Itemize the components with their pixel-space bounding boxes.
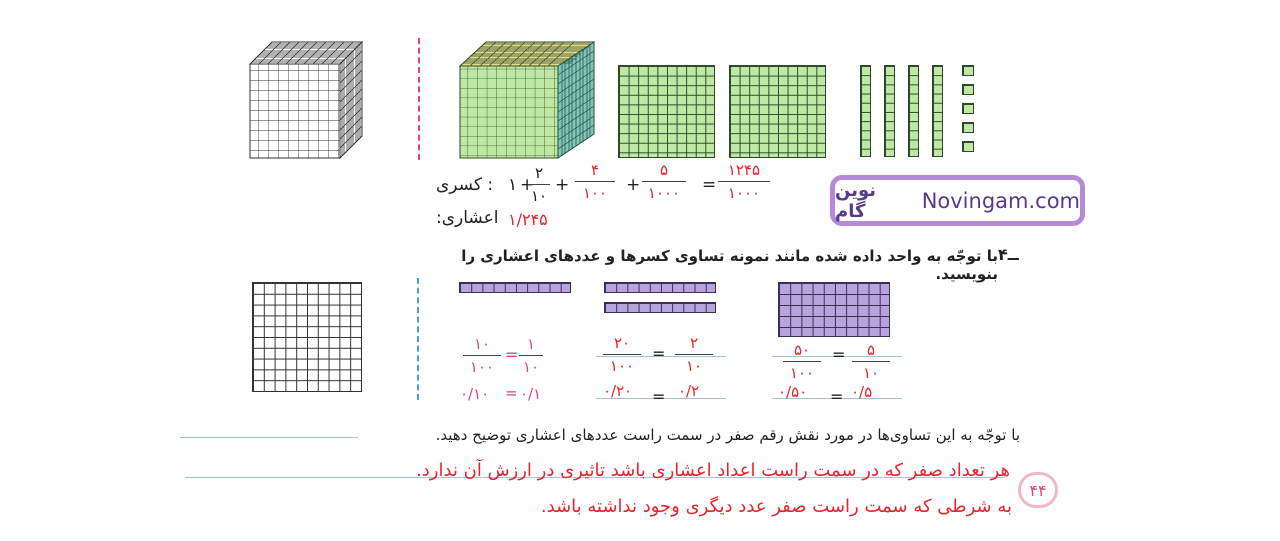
ex-a-equals-2: =: [505, 384, 518, 402]
ex-b-frac-20-100: ۲۰ ۱۰۰: [603, 333, 641, 376]
logo-text-fa: نوین گام: [835, 179, 877, 222]
ex-a-frac-10-100: ۱۰ ۱۰۰: [463, 334, 501, 377]
green-rods: [860, 65, 950, 157]
frac-2-10: ۲ ۱۰: [528, 163, 550, 206]
ex-b-decimal-1: ۰/۲۰: [603, 382, 633, 400]
plus-sign: +: [520, 175, 535, 195]
divider-line-top: [418, 38, 420, 160]
ex-b-equals-2: =: [652, 387, 666, 406]
ex-b-decimal-2: ۰/۲: [678, 382, 700, 400]
kasri-label: : کسری: [436, 175, 494, 195]
green-flat-2: [729, 65, 826, 158]
ex-b-equals: =: [652, 344, 666, 363]
frac-4-100: ۴ ۱۰۰: [575, 160, 615, 203]
whole-number: ۱: [508, 175, 518, 195]
page-number-badge: [1018, 472, 1058, 508]
ex-c-decimal-2: ۰/۵: [851, 383, 873, 401]
ex-a-decimal-2: ۰/۱: [520, 385, 542, 403]
ex-c-equals: =: [832, 345, 846, 364]
page-number: ۴۴: [1029, 480, 1047, 500]
plus-sign: +: [555, 175, 570, 195]
ashari-value: ۱/۲۴۵: [508, 210, 548, 229]
unit-grid-10x10: [252, 282, 362, 392]
plus-sign: +: [626, 175, 641, 195]
green-units: [962, 65, 976, 155]
purple-strip-2a: [604, 282, 716, 293]
equals-sign: =: [702, 175, 717, 195]
ex-a-frac-1-10: ۱ ۱۰: [519, 334, 543, 377]
unit-cube-wireframe: [248, 40, 363, 160]
ashari-label: :اعشاری: [436, 208, 499, 228]
ex-b-frac-2-10: ۲ ۱۰: [675, 333, 713, 376]
question-4-text: با توجّه به واحد داده شده مانند نمونه تساوی کسرها و عددهای اعشاری را بنویسید.: [461, 247, 998, 283]
ex-c-frac-5-10: ۵ ۱۰: [852, 340, 890, 383]
purple-strip-2b: [604, 302, 716, 313]
green-cube: [458, 40, 598, 160]
divider-line-bottom: [417, 278, 419, 400]
prompt-text: با توجّه به این تساوی‌ها در مورد نقش رقم صفر در سمت راست عددهای اعشاری توضیح دهید.: [435, 426, 1020, 444]
ex-a-equals: =: [505, 345, 519, 364]
ex-a-decimal-1: ۰/۱۰: [460, 385, 490, 403]
logo-text-en: Novingam.com: [921, 188, 1080, 213]
purple-strip-1: [459, 282, 571, 293]
novingam-logo: [830, 175, 1085, 226]
answer-line-2: به شرطی که سمت راست صفر عدد دیگری وجود نداشته باشد.: [540, 496, 1012, 517]
answer-line-1: هر تعداد صفر که در سمت راست اعداد اعشاری باشد تاثیری در ارزش آن ندارد.: [416, 460, 1010, 481]
ex-c-decimal-1: ۰/۵۰: [778, 383, 808, 401]
ex-c-equals-2: =: [830, 387, 844, 406]
purple-block-5: [778, 282, 890, 337]
ex-c-frac-50-100: ۵۰ ۱۰۰: [783, 340, 821, 383]
frac-5-1000: ۵ ۱۰۰۰: [642, 160, 686, 203]
green-flat-1: [618, 65, 715, 158]
question-4-number: ۴ــ: [998, 245, 1019, 264]
frac-result: ۱۲۴۵ ۱۰۰۰: [718, 160, 770, 203]
